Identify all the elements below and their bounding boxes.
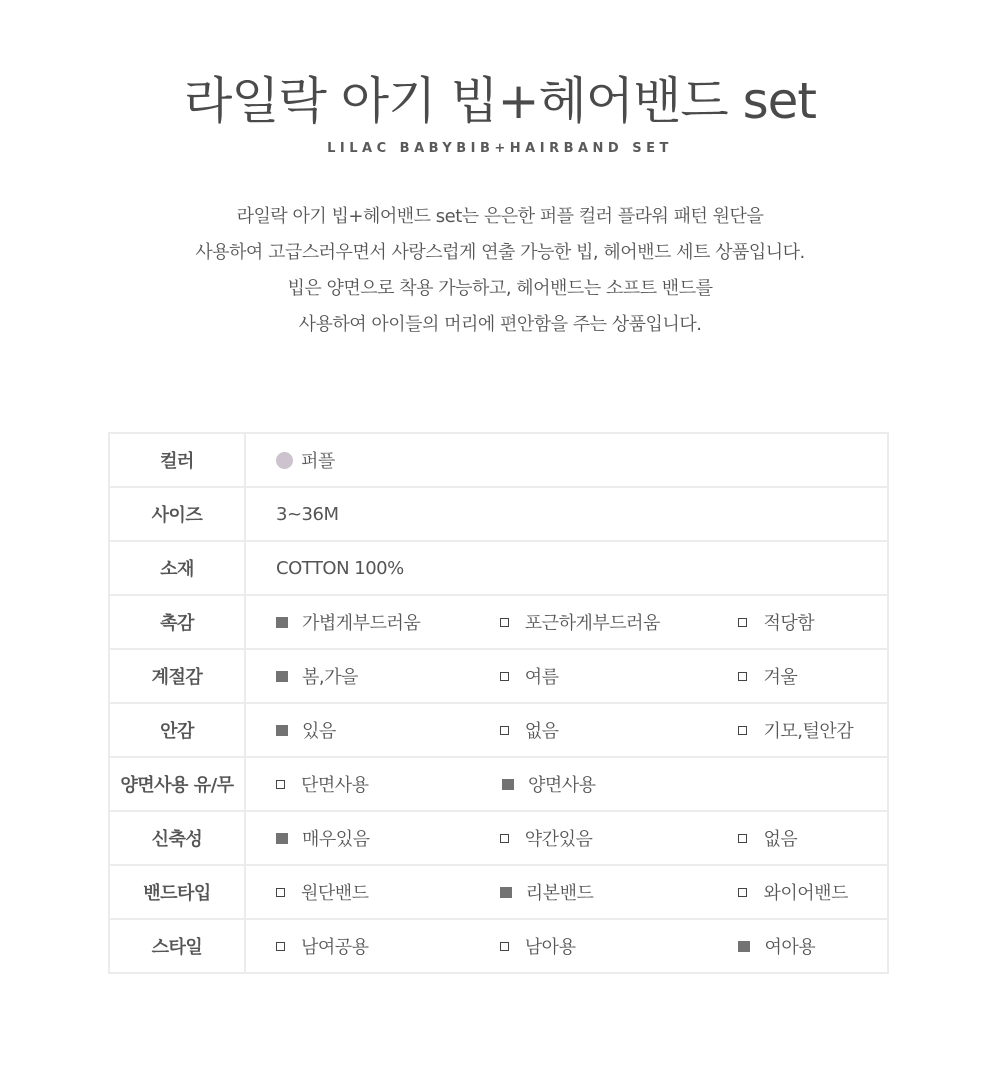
spec-options — [245, 811, 888, 865]
spec-label: 안감 — [109, 703, 245, 757]
spec-option-label: 여아용 — [764, 937, 816, 958]
spec-options — [245, 865, 888, 919]
spec-option-label: 약간있음 — [524, 829, 593, 850]
spec-option-label: 남여공용 — [301, 937, 369, 958]
checked-square-icon — [276, 725, 288, 736]
spec-label: 사이즈 — [109, 487, 245, 541]
spec-row — [109, 703, 888, 757]
checked-square-icon — [276, 617, 288, 628]
product-description — [0, 199, 1000, 343]
color-value: 퍼플 — [301, 451, 335, 472]
spec-option — [738, 825, 887, 851]
spec-option — [500, 825, 739, 851]
spec-option-label: 기모,털안감 — [763, 721, 854, 742]
spec-label: 촉감 — [109, 595, 245, 649]
spec-option-label: 리본밴드 — [525, 883, 594, 904]
spec-row — [109, 757, 888, 811]
spec-option — [500, 609, 739, 635]
checked-square-icon — [738, 941, 750, 952]
checked-square-icon — [276, 671, 288, 682]
spec-option-label: 단면사용 — [301, 775, 369, 796]
spec-row — [109, 865, 888, 919]
unchecked-square-icon — [738, 834, 747, 843]
spec-option-label: 양면사용 — [528, 775, 596, 796]
spec-option — [738, 879, 887, 905]
spec-row-size — [109, 487, 888, 541]
product-title: 라일락 아기 빕+헤어밴드 set — [184, 72, 816, 130]
spec-row — [109, 919, 888, 973]
spec-option-label: 원단밴드 — [301, 883, 369, 904]
spec-label: 스타일 — [109, 919, 245, 973]
spec-options — [245, 649, 888, 703]
product-subtitle: LILAC BABYBIB+HAIRBAND SET — [327, 141, 673, 156]
spec-options — [245, 703, 888, 757]
spec-value: COTTON 100% — [245, 541, 888, 595]
spec-option — [500, 663, 739, 689]
spec-option-label: 매우있음 — [302, 829, 370, 850]
spec-option — [276, 717, 500, 743]
spec-option — [500, 717, 739, 743]
unchecked-square-icon — [500, 834, 509, 843]
spec-label: 계절감 — [109, 649, 245, 703]
spec-option — [276, 825, 500, 851]
unchecked-square-icon — [276, 888, 285, 897]
spec-value — [245, 433, 888, 487]
spec-row — [109, 595, 888, 649]
unchecked-square-icon — [500, 672, 509, 681]
spec-row-color — [109, 433, 888, 487]
spec-label: 컬러 — [109, 433, 245, 487]
spec-option — [276, 879, 500, 905]
spec-row — [109, 649, 888, 703]
unchecked-square-icon — [738, 672, 747, 681]
spec-option-label: 포근하게부드러움 — [524, 613, 660, 634]
spec-option-label: 봄,가을 — [302, 667, 358, 688]
spec-option — [738, 609, 887, 635]
unchecked-square-icon — [738, 618, 747, 627]
spec-option — [500, 879, 739, 905]
unchecked-square-icon — [738, 888, 747, 897]
spec-option-label: 적당함 — [763, 613, 815, 634]
checked-square-icon — [276, 833, 288, 844]
spec-option-label: 여름 — [524, 667, 559, 688]
color-swatch-icon — [276, 452, 293, 469]
unchecked-square-icon — [500, 726, 509, 735]
spec-option — [738, 663, 887, 689]
spec-value: 3~36M — [245, 487, 888, 541]
spec-option-label: 가볍게부드러움 — [302, 613, 421, 634]
unchecked-square-icon — [500, 942, 509, 951]
spec-label: 소재 — [109, 541, 245, 595]
spec-option-label: 남아용 — [524, 937, 576, 958]
unchecked-square-icon — [276, 780, 285, 789]
spec-option-label: 겨울 — [763, 667, 798, 688]
checked-square-icon — [500, 887, 512, 898]
checked-square-icon — [502, 779, 514, 790]
spec-row-material — [109, 541, 888, 595]
spec-option — [502, 771, 743, 797]
unchecked-square-icon — [500, 618, 509, 627]
spec-label: 신축성 — [109, 811, 245, 865]
spec-option-label: 없음 — [524, 721, 559, 742]
spec-option — [276, 663, 500, 689]
spec-options — [245, 595, 888, 649]
spec-table — [108, 432, 889, 974]
spec-label: 밴드타입 — [109, 865, 245, 919]
spec-options — [245, 757, 888, 811]
spec-option — [738, 717, 887, 743]
spec-label: 양면사용 유/무 — [109, 757, 245, 811]
description-line: 사용하여 아이들의 머리에 편안함을 주는 상품입니다. — [298, 314, 702, 335]
unchecked-square-icon — [738, 726, 747, 735]
description-line: 빕은 양면으로 착용 가능하고, 헤어밴드는 소프트 밴드를 — [287, 278, 713, 299]
spec-option-label: 없음 — [763, 829, 798, 850]
spec-option — [276, 609, 500, 635]
spec-row — [109, 811, 888, 865]
spec-option — [276, 933, 500, 959]
unchecked-square-icon — [276, 942, 285, 951]
spec-option — [738, 933, 887, 959]
description-line: 사용하여 고급스러우면서 사랑스럽게 연출 가능한 빕, 헤어밴드 세트 상품입니다. — [195, 242, 805, 263]
spec-options — [245, 919, 888, 973]
spec-option-label: 있음 — [302, 721, 336, 742]
spec-option — [500, 933, 739, 959]
description-line: 라일락 아기 빕+헤어밴드 set는 은은한 퍼플 컬러 플라워 패턴 원단을 — [236, 206, 764, 227]
spec-option — [276, 771, 502, 797]
spec-option-label: 와이어밴드 — [763, 883, 848, 904]
